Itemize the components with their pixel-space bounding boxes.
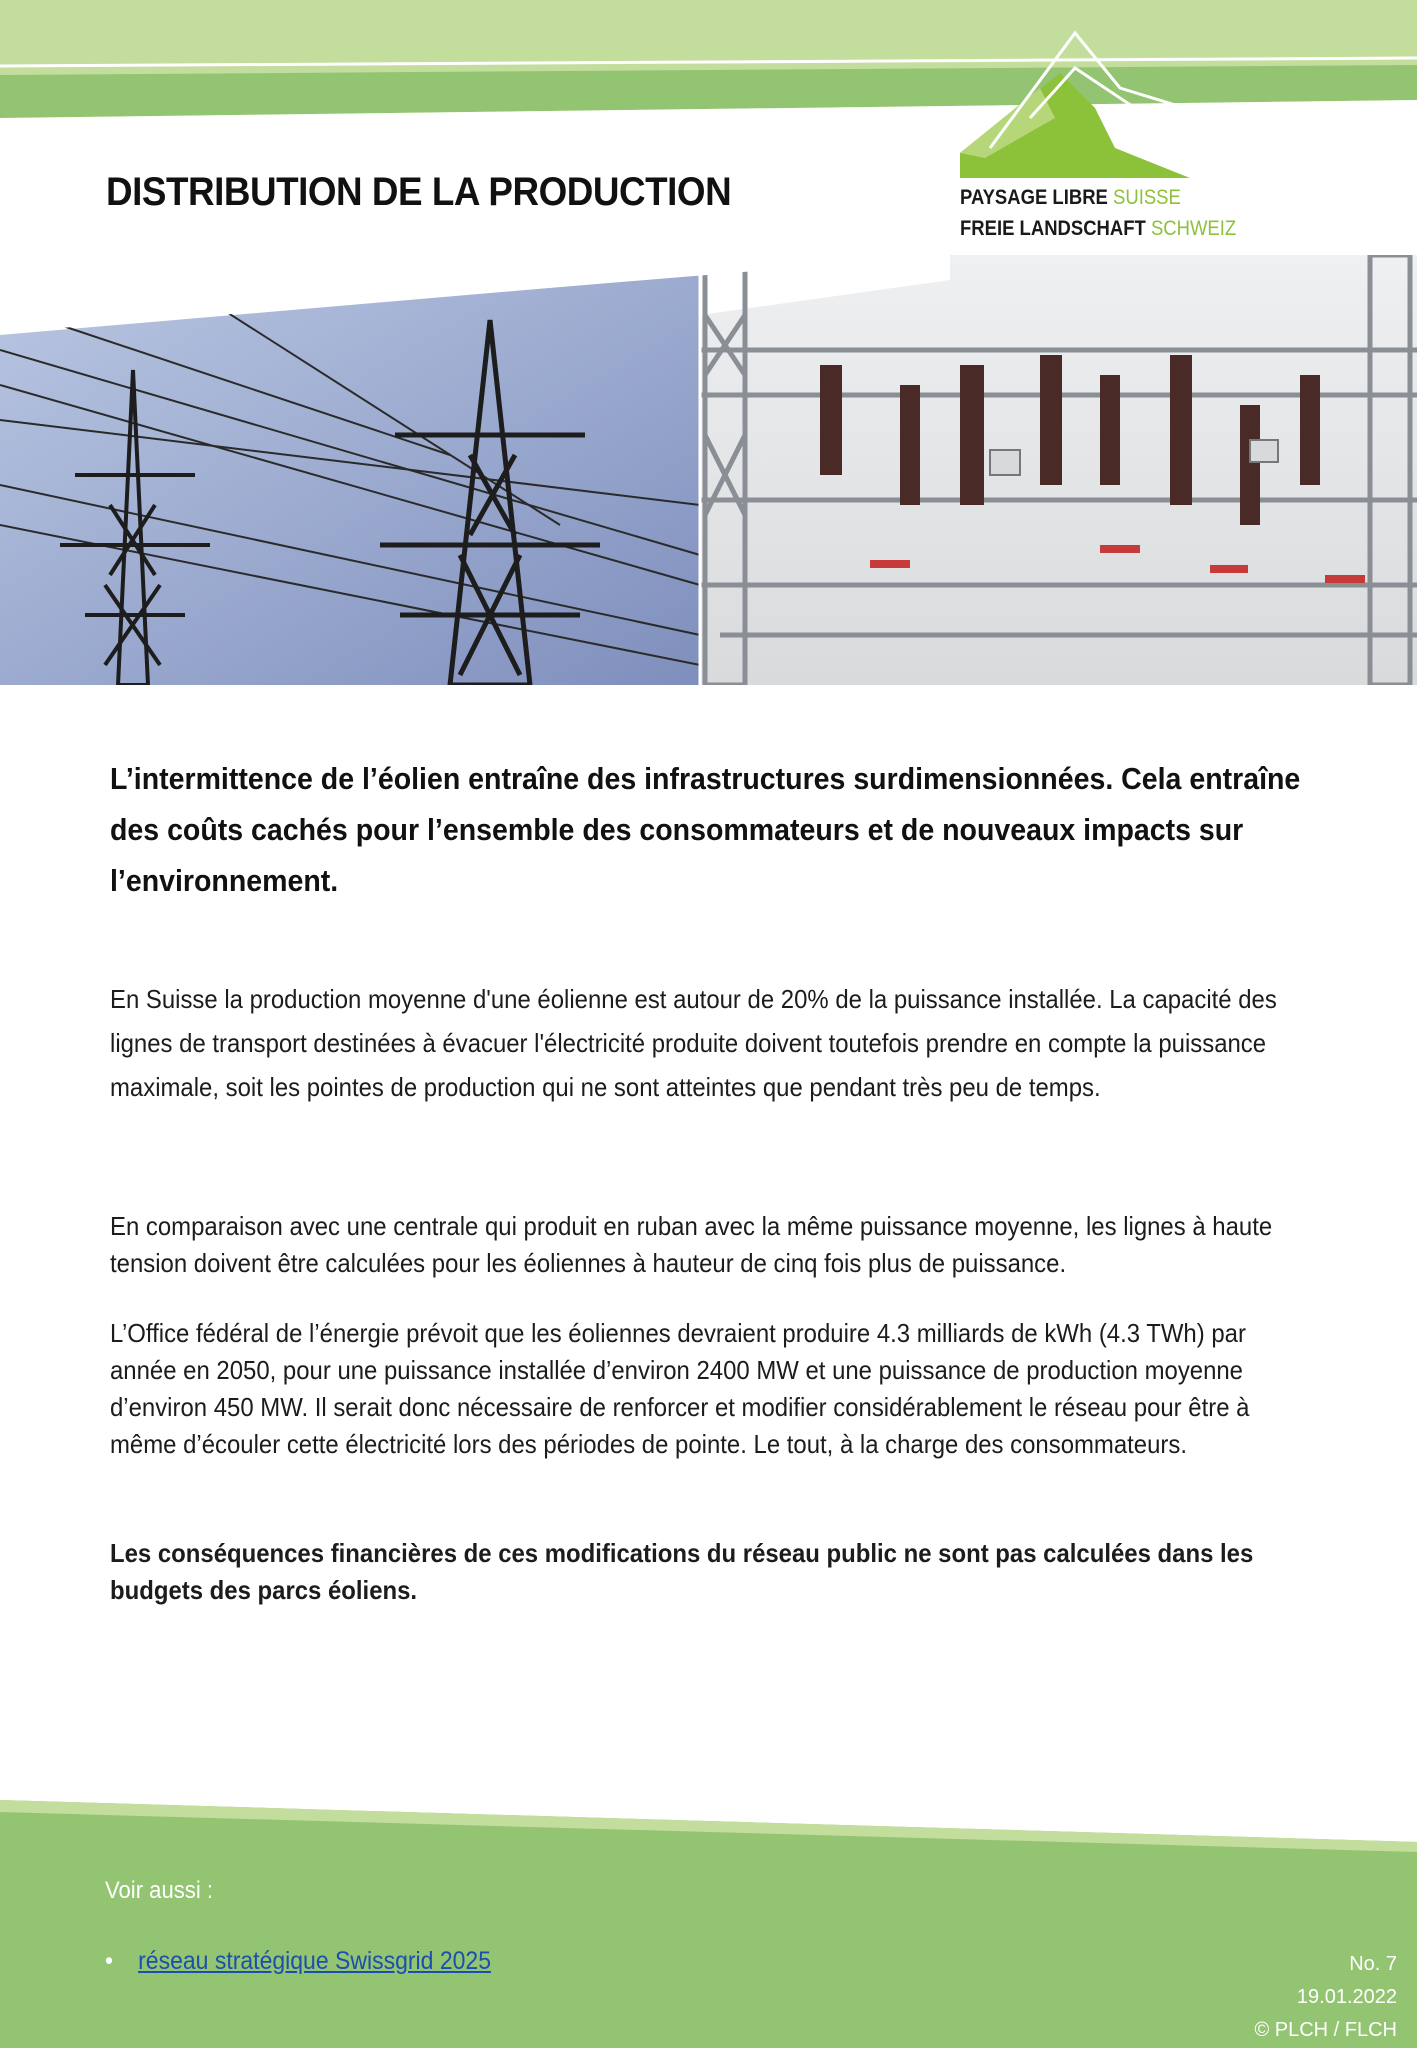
copyright: © PLCH / FLCH [1254, 2019, 1397, 2041]
body-paragraph-1: En Suisse la production moyenne d'une éolienne est autour de 20% de la puissance installée. La capacité des lignes de transport destinées à évacuer l'électricité produite doivent toutefois prendre en compte la puissance maximale, soit les pointes de production qui ne sont atteintes que pendant très peu de temps. [110, 984, 1277, 1102]
header-band [0, 0, 1417, 130]
page-title: DISTRIBUTION DE LA PRODUCTION [106, 170, 732, 214]
document-number: No. 7 [1349, 1953, 1397, 1975]
document-meta [1254, 1948, 1397, 2047]
body-paragraph-2: En comparaison avec une centrale qui produit en ruban avec la même puissance moyenne, les lignes à haute tension doivent être calculées pour les éoliennes à hauteur de cinq fois plus de puissance. [110, 1211, 1273, 1278]
logo-line1-color: SUISSE [1113, 186, 1181, 209]
see-also-label: Voir aussi : [105, 1877, 213, 1904]
document-date: 19.01.2022 [1296, 1986, 1397, 2008]
mountain-logo-icon [950, 28, 1190, 178]
banner-top-cut [0, 255, 1417, 345]
lead-paragraph: L’intermittence de l’éolien entraîne des infrastructures surdimensionnées. Cela entraîne des coûts cachés pour l’ensemble des consommateurs et de nouveaux impacts sur l’environnement. [110, 761, 1301, 898]
logo-line1-bold: PAYSAGE LIBRE [960, 186, 1108, 209]
body-paragraph-3: L’Office fédéral de l’énergie prévoit que les éoliennes devraient produire 4.3 milliards de kWh (4.3 TWh) par année en 2050, pour une puissance installée d’environ 2400 MW et une puissance de production moyenne d’environ 450 MW. Il serait donc nécessaire de renforcer et modifier considérablement le réseau pour être à même d’écouler cette électricité lors des périodes de pointe. Le tout, à la charge des consommateurs. [110, 1318, 1250, 1459]
logo-line2-bold: FREIE LANDSCHAFT [960, 217, 1146, 240]
bullet: • [105, 1947, 114, 1975]
logo-wordmark [960, 182, 1236, 244]
logo-line2-color: SCHWEIZ [1150, 217, 1237, 240]
conclusion-paragraph: Les conséquences financières de ces modifications du réseau public ne sont pas calculées dans les budgets des parcs éoliens. [110, 1538, 1254, 1605]
footer-band [0, 1800, 1417, 2048]
see-also-list-item [105, 1947, 491, 1976]
swissgrid-link[interactable]: réseau stratégique Swissgrid 2025 [138, 1947, 491, 1975]
